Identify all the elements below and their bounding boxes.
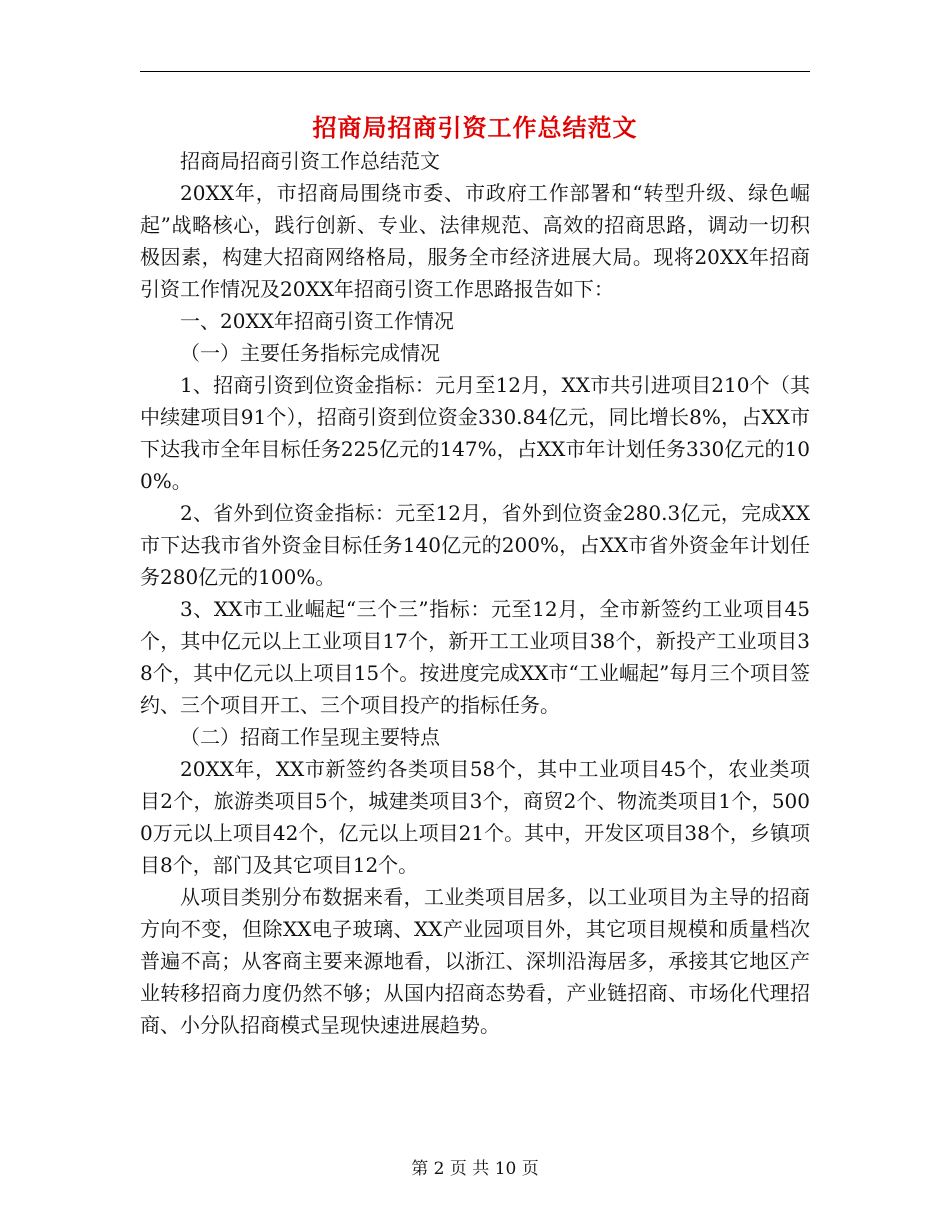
paragraph: 3、XX市工业崛起“三个三”指标：元至12月，全市新签约工业项目45个，其中亿元以上工业项目17个，新开工工业项目38个，新投产工业项目38个，其中亿元以上项目15个。按进度完成XX市“工业崛起”每月三个项目签约、三个项目开工、三个项目投产的指标任务。 [140, 597, 810, 717]
subsection-heading: （二）招商工作呈现主要特点 [180, 725, 440, 749]
paragraph: 20XX年，XX市新签约各类项目58个，其中工业项目45个，农业类项目2个，旅游类项目5个，城建类项目3个，商贸2个、物流类项目1个，5000万元以上项目42个，亿元以上项目21个。其中，开发区项目38个，乡镇项目8个，部门及其它项目12个。 [140, 757, 810, 877]
paragraph: 20XX年，市招商局围绕市委、市政府工作部署和“转型升级、绿色崛起”战略核心，践行创新、专业、法律规范、高效的招商思路，调动一切积极因素，构建大招商网络格局，服务全市经济进展大局。现将20XX年招商引资工作情况及20XX年招商引资工作思路报告如下： [140, 181, 810, 301]
document-title: 招商局招商引资工作总结范文 [312, 113, 638, 142]
paragraph: 招商局招商引资工作总结范文 [180, 149, 440, 173]
document-body [140, 145, 810, 1041]
header-rule [140, 71, 810, 72]
subsection-heading: （一）主要任务指标完成情况 [180, 341, 440, 365]
section-heading: 一、20XX年招商引资工作情况 [180, 309, 454, 333]
paragraph: 从项目类别分布数据来看，工业类项目居多，以工业项目为主导的招商方向不变，但除XX电子玻璃、XX产业园项目外，其它项目规模和质量档次普遍不高；从客商主要来源地看，以浙江、深圳沿海居多，承接其它地区产业转移招商力度仍然不够；从国内招商态势看，产业链招商、市场化代理招商、小分队招商模式呈现快速进展趋势。 [140, 885, 810, 1037]
page-number-footer: 第 2 页 共 10 页 [411, 1159, 539, 1179]
paragraph: 1、招商引资到位资金指标：元月至12月，XX市共引进项目210个（其中续建项目91个），招商引资到位资金330.84亿元，同比增长8%，占XX市下达我市全年目标任务225亿元的147%，占XX市年计划任务330亿元的100%。 [140, 373, 810, 493]
paragraph: 2、省外到位资金指标：元至12月，省外到位资金280.3亿元，完成XX市下达我市省外资金目标任务140亿元的200%，占XX市省外资金年计划任务280亿元的100%。 [140, 501, 810, 589]
